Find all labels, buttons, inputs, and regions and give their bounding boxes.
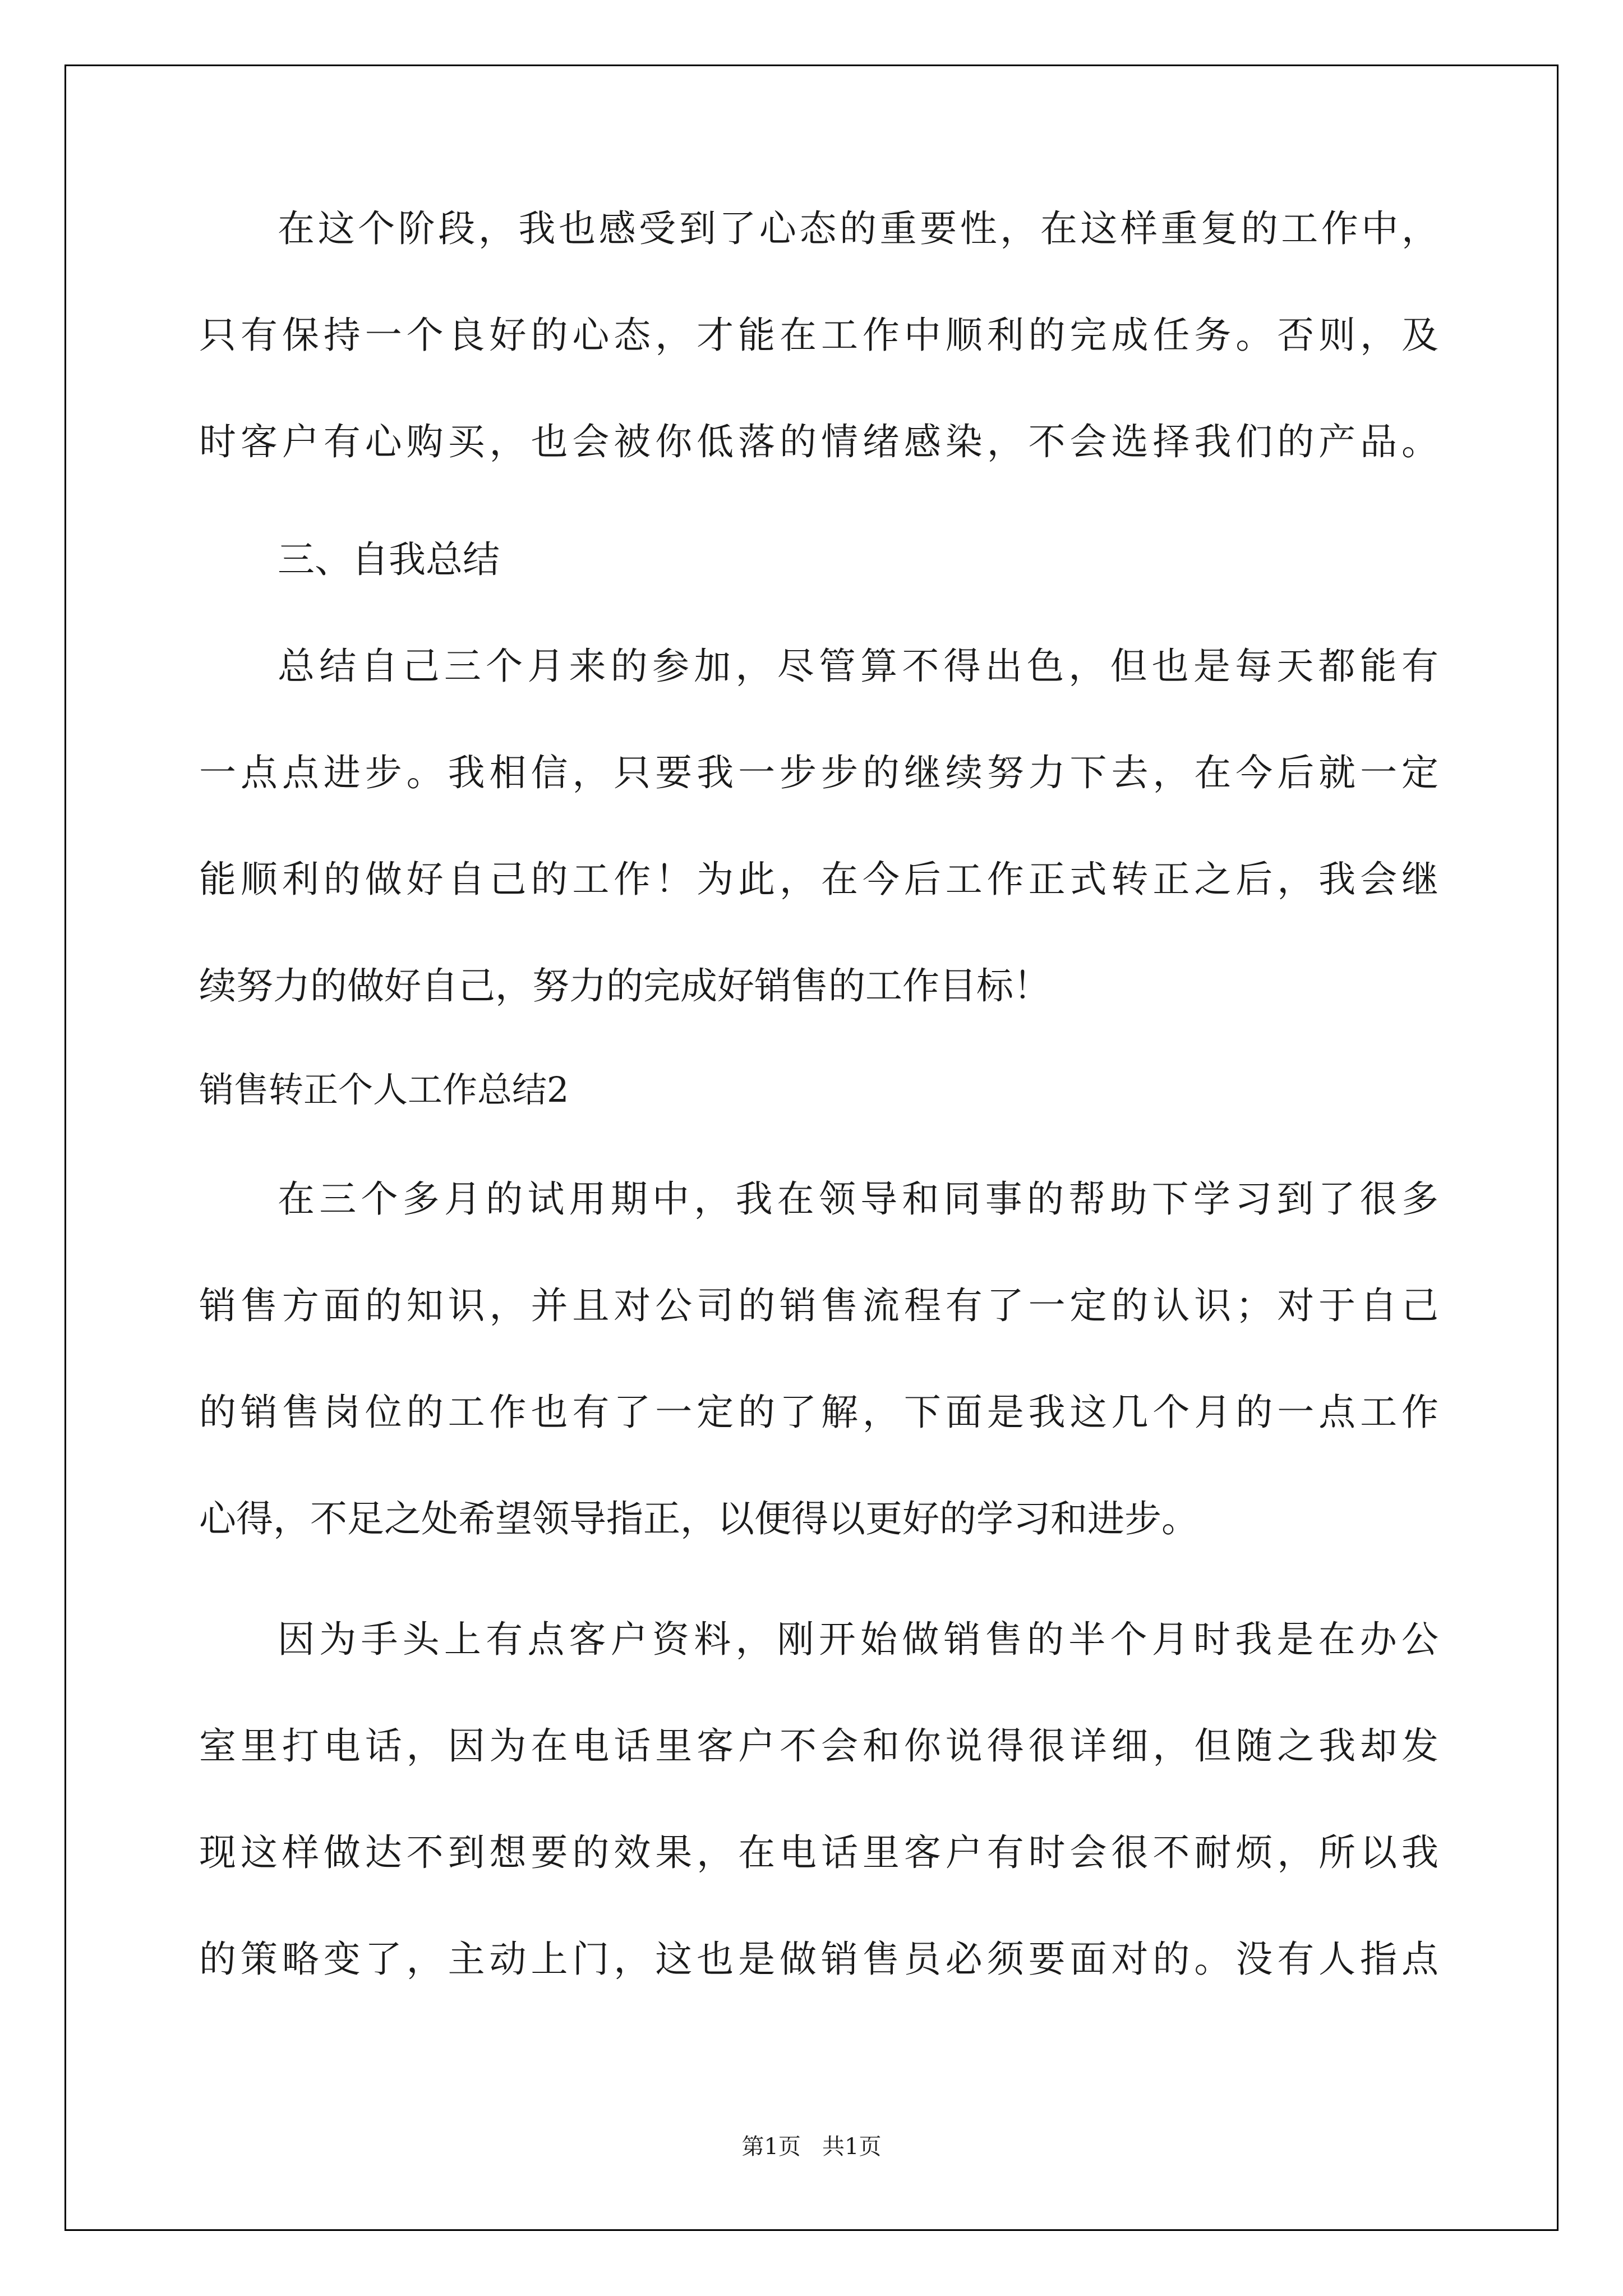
paragraph-line: 心得，不足之处希望领导指正，以便得以更好的学习和进步。 bbox=[199, 1497, 1198, 1540]
paragraph-first-line: 在这个阶段，我也感受到了心态的重要性，在这样重复的工作中， bbox=[278, 207, 1438, 250]
paragraph-first-line: 总结自己三个月来的参加，尽管算不得出色，但也是每天都能有 bbox=[278, 645, 1438, 688]
paragraph-line: 一点点进步。我相信，只要我一步步的继续努力下去，在今后就一定 bbox=[199, 751, 1438, 794]
paragraph-line: 只有保持一个良好的心态，才能在工作中顺利的完成任务。否则，及 bbox=[199, 314, 1438, 357]
paragraph-first-line: 因为手头上有点客户资料，刚开始做销售的半个月时我是在办公 bbox=[278, 1618, 1438, 1661]
paragraph-line: 现这样做达不到想要的效果，在电话里客户有时会很不耐烦，所以我 bbox=[199, 1831, 1438, 1874]
paragraph-line: 能顺利的做好自己的工作！为此，在今后工作正式转正之后，我会继 bbox=[199, 858, 1438, 901]
page-border bbox=[64, 65, 1559, 2231]
paragraph-line: 销售方面的知识，并且对公司的销售流程有了一定的认识；对于自己 bbox=[199, 1284, 1438, 1327]
section-heading: 销售转正个人工作总结2 bbox=[199, 1069, 569, 1110]
paragraph-line: 时客户有心购买，也会被你低落的情绪感染，不会选择我们的产品。 bbox=[199, 420, 1438, 463]
paragraph-line: 室里打电话，因为在电话里客户不会和你说得很详细，但随之我却发 bbox=[199, 1724, 1438, 1768]
paragraph-first-line: 三、自我总结 bbox=[278, 538, 500, 581]
paragraph-line: 续努力的做好自己，努力的完成好销售的工作目标！ bbox=[199, 964, 1050, 1007]
paragraph-first-line: 在三个多月的试用期中，我在领导和同事的帮助下学习到了很多 bbox=[278, 1177, 1438, 1221]
paragraph-line: 的策略变了，主动上门，这也是做销售员必须要面对的。没有人指点 bbox=[199, 1938, 1438, 1981]
paragraph-line: 的销售岗位的工作也有了一定的了解，下面是我这几个月的一点工作 bbox=[199, 1391, 1438, 1434]
page-footer: 第1页 共1页 bbox=[741, 2134, 882, 2160]
